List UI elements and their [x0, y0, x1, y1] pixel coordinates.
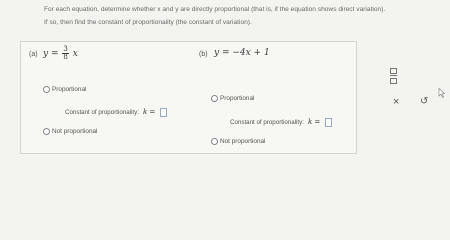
part-a-constant-label: Constant of proportionality:: [65, 108, 139, 116]
clear-icon[interactable]: ×: [393, 96, 400, 108]
cursor-icon: [438, 88, 445, 98]
part-a-not-proportional-label: Not proportional: [52, 128, 98, 135]
part-b-not-proportional-option[interactable]: [211, 138, 265, 145]
part-a-constant-input[interactable]: [160, 108, 167, 117]
undo-icon[interactable]: ↺: [420, 96, 429, 107]
part-a-not-proportional-option[interactable]: [43, 128, 97, 135]
part-b-label: (b): [199, 51, 208, 58]
part-b-constant-label: Constant of proportionality:: [230, 118, 304, 126]
fraction-template-bar: [390, 75, 397, 76]
part-b-k-variable: k =: [307, 118, 321, 127]
part-a-fraction-denominator: 8: [63, 53, 68, 61]
part-b-not-proportional-label: Not proportional: [220, 138, 266, 145]
fraction-template-numerator-box: [390, 68, 397, 74]
part-a-label: (a): [29, 51, 38, 58]
fraction-template-denominator-box: [390, 78, 397, 84]
fraction-template-icon[interactable]: [390, 68, 397, 83]
problem-box: [20, 41, 357, 154]
part-a-not-proportional-radio[interactable]: [43, 128, 50, 135]
part-a-fraction-numerator: 3: [63, 45, 68, 53]
part-a-proportional-label: Proportional: [52, 86, 87, 93]
part-a-proportional-radio[interactable]: [43, 86, 50, 93]
part-b-constant-row: [230, 118, 332, 127]
part-a-fraction: [62, 46, 68, 61]
instructions-line-1: For each equation, determine whether x and y are directly proportional (that is, if the equation shows direct variation).: [44, 6, 386, 13]
part-b-constant-input[interactable]: [325, 118, 332, 127]
instructions: [44, 4, 444, 29]
part-a-eq-left: y =: [43, 49, 59, 59]
part-a-constant-row: [65, 108, 167, 117]
part-b-not-proportional-radio[interactable]: [211, 138, 218, 145]
part-b-equation: y = −4x + 1: [214, 48, 270, 58]
part-a-k-variable: k =: [142, 108, 156, 117]
part-b-proportional-option[interactable]: [211, 95, 254, 102]
part-a-eq-right: x: [72, 49, 78, 59]
part-b-proportional-radio[interactable]: [211, 95, 218, 102]
math-toolbox: [358, 41, 446, 152]
part-b-proportional-label: Proportional: [220, 95, 255, 102]
part-a-proportional-option[interactable]: [43, 86, 86, 93]
instructions-line-2: If so, then find the constant of proportionality (the constant of variation).: [44, 18, 252, 26]
part-a-equation: [43, 46, 78, 61]
